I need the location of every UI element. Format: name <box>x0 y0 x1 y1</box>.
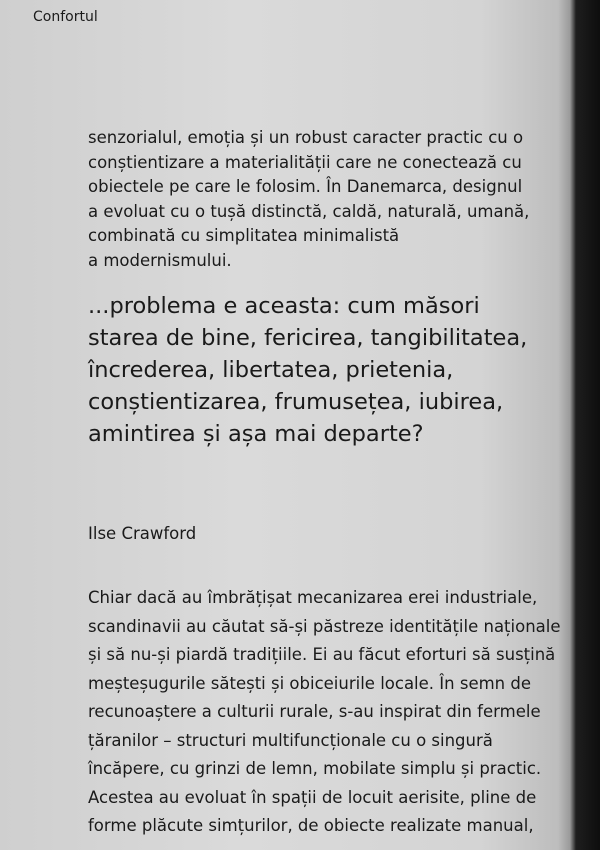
text-line: și să nu-și piardă tradițiile. Ei au făcut eforturi să susțină <box>88 645 556 664</box>
text-line: senzorialul, emoția și un robust caracter practic cu o <box>88 128 524 147</box>
quote-line: încrederea, libertatea, prietenia, <box>88 357 454 383</box>
text-line: a evoluat cu o tușă distinctă, caldă, naturală, umană, <box>88 201 530 221</box>
text-line: obiectele pe care le folosim. În Danemarca, designul <box>88 177 523 196</box>
quote-line: amintirea și așa mai departe? <box>88 421 424 447</box>
text-line: conștientizare a materialității care ne conectează cu <box>88 152 522 172</box>
pull-quote <box>88 290 568 450</box>
text-line: țăranilor – structuri multifuncționale cu o singură <box>88 730 493 750</box>
text-line: combinată cu simplitatea minimalistă <box>88 226 400 245</box>
text-line: scandinavii au căutat să-și păstreze identitățile naționale <box>88 616 561 636</box>
quote-line: starea de bine, fericirea, tangibilitatea, <box>88 325 528 351</box>
quote-line: conștientizarea, frumusețea, iubirea, <box>88 389 504 415</box>
quote-line: ...problema e aceasta: cum măsori <box>88 293 480 319</box>
text-line: forme plăcute simțurilor, de obiecte realizate manual, <box>88 816 534 835</box>
text-line: Acestea au evoluat în spații de locuit aerisite, pline de <box>88 787 537 807</box>
paragraph-body <box>88 584 568 841</box>
paragraph-intro <box>88 126 568 273</box>
text-line: Chiar dacă au îmbrățișat mecanizarea erei industriale, <box>88 588 538 607</box>
text-line: meșteșugurile sătești și obiceiurile locale. În semn de <box>88 673 531 693</box>
quote-author: Ilse Crawford <box>88 524 197 543</box>
text-line: recunoaștere a culturii rurale, s-au inspirat din fermele <box>88 702 541 721</box>
text-line: a modernismului. <box>88 250 232 270</box>
running-header: Confortul <box>33 9 98 25</box>
text-line: încăpere, cu grinzi de lemn, mobilate simplu și practic. <box>88 759 542 778</box>
